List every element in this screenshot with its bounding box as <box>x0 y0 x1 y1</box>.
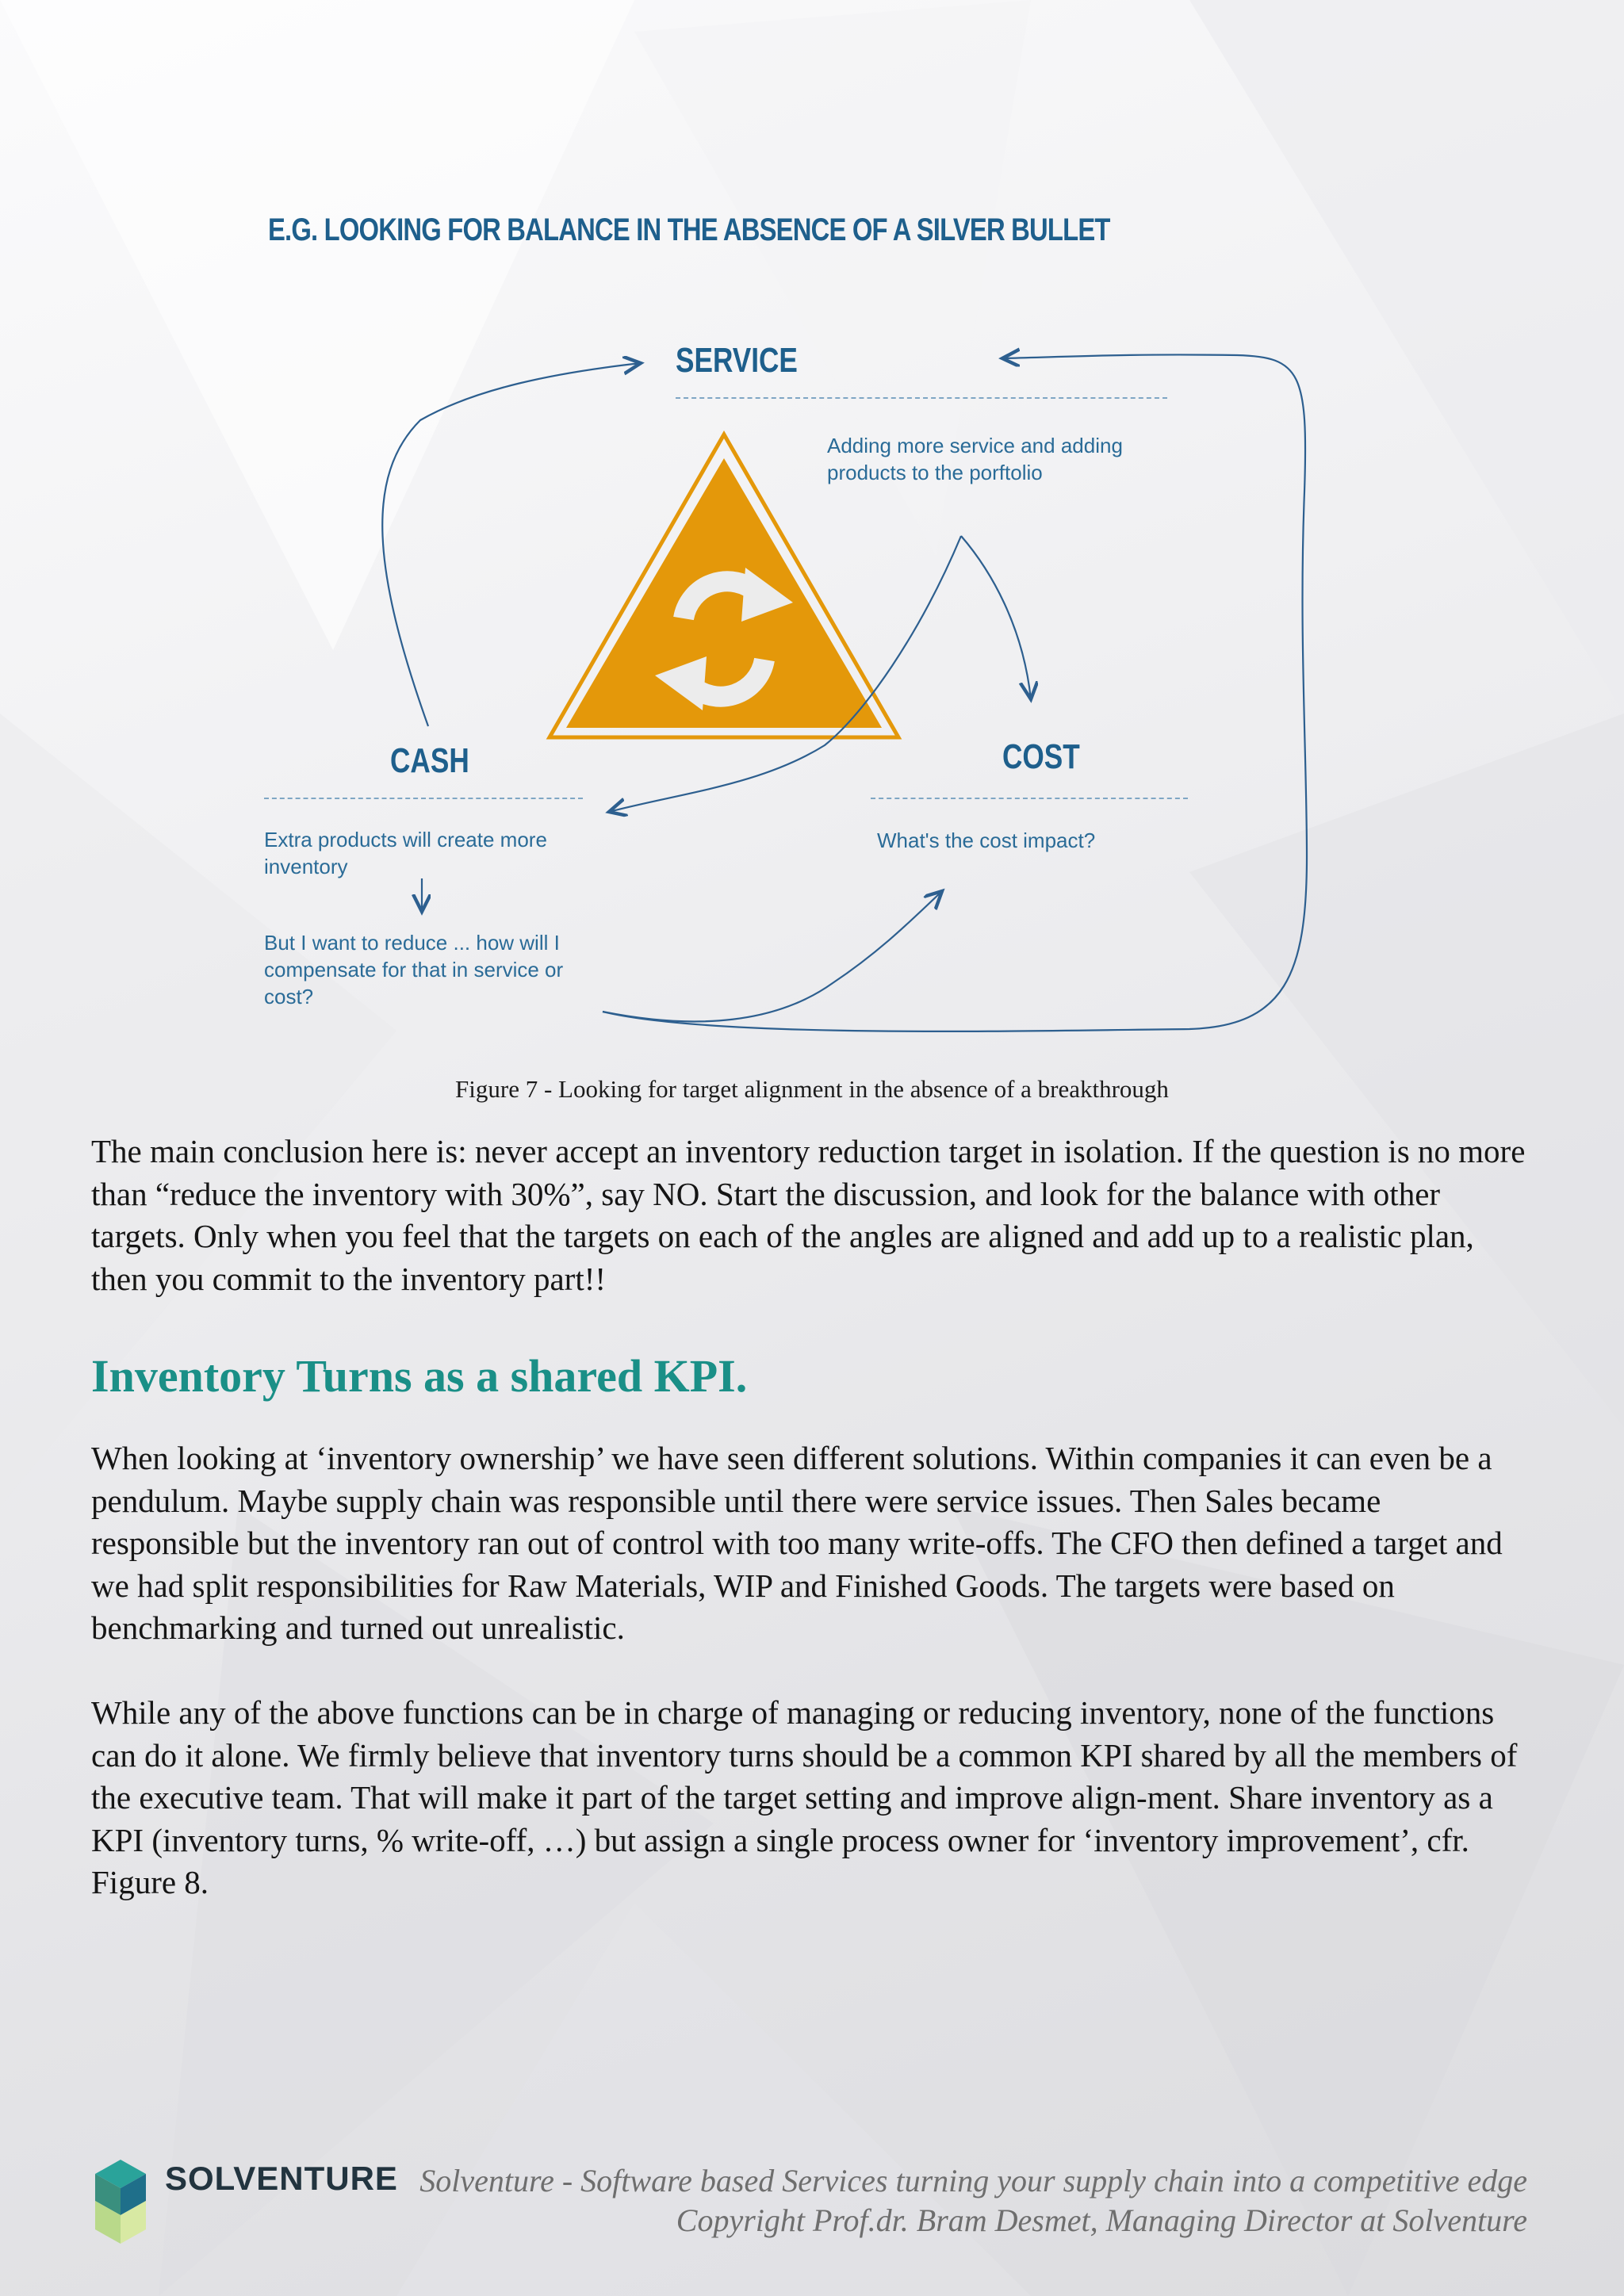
cash-note-2: But I want to reduce ... how will I compensate for that in service or cost? <box>264 931 564 1008</box>
paragraph-conclusion: The main conclusion here is: never accept an inventory reduction target in isolation. If the question is no more than “reduce the inventory with 30%”, say NO. Start the discussion, and look for the balance with other targets. Only when you feel that the targets on each of the angles are aligned and add up to a realistic plan, then you commit to the inventory part!! <box>91 1133 1526 1297</box>
paragraph-ownership: When looking at ‘inventory ownership’ we have seen different solutions. Within companies it can even be a pendulum. Maybe supply chain was responsible until there were service issues. Then Sales became responsible but the inventory ran out of control with too many write-offs. The CFO then defined a target and we had split responsibilities for Raw Materials, WIP and Finished Goods. The targets were based on benchmarking and turned out unrealistic. <box>91 1440 1503 1646</box>
footer-text <box>419 2161 1527 2241</box>
footer-tagline: Solventure - Software based Services turning your supply chain into a competitive edge <box>419 2163 1527 2198</box>
service-label: SERVICE <box>676 341 798 380</box>
brand-name: SOLVENTURE <box>165 2160 398 2197</box>
service-divider <box>676 397 1167 399</box>
balance-diagram <box>0 0 1624 1078</box>
cost-label: COST <box>1002 737 1080 776</box>
cost-note: What's the cost impact? <box>877 828 1096 852</box>
footer-copyright: Copyright Prof.dr. Bram Desmet, Managing Director at Solventure <box>676 2202 1527 2238</box>
figure-caption: Figure 7 - Looking for target alignment in the absence of a breakthrough <box>455 1075 1169 1103</box>
cash-note-1: Extra products will create more inventory <box>264 828 547 878</box>
cost-divider <box>871 798 1188 799</box>
cash-label: CASH <box>390 741 469 780</box>
solventure-logo-icon <box>89 2160 152 2245</box>
cash-divider <box>264 798 583 799</box>
service-note: Adding more service and adding products to the porftolio <box>827 434 1123 484</box>
figure-title: E.G. LOOKING FOR BALANCE IN THE ABSENCE OF A SILVER BULLET <box>268 212 1110 247</box>
paragraph-shared-kpi: While any of the above functions can be in charge of managing or reducing inventory, none of the functions can do it alone. We firmly believe that inventory turns should be a common KPI shared by all the members of the executive team. That will make it part of the target setting and improve align-ment. Share inventory as a KPI (inventory turns, % write-off, …) but assign a single process owner for ‘inventory improvement’, cfr. Figure 8. <box>91 1694 1518 1900</box>
section-heading: Inventory Turns as a shared KPI. <box>91 1350 748 1402</box>
